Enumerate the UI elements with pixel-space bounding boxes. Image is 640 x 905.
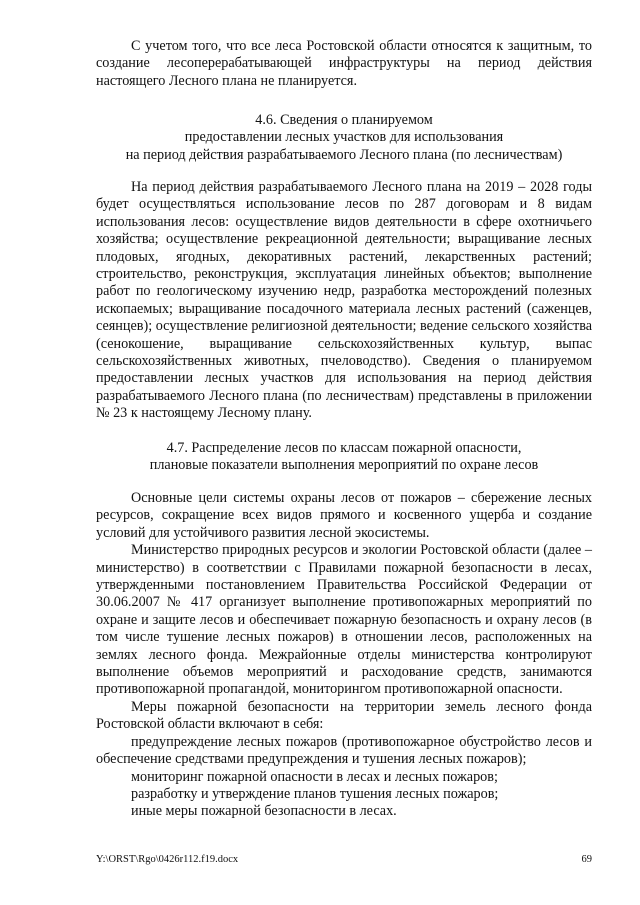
measure-item-4: иные меры пожарной безопасности в лесах.: [131, 803, 397, 820]
measure-item-1: предупреждение лесных пожаров (противопожарное обустройство лесов и обеспечение средствами предупреждения и тушения лесных пожаров);: [96, 733, 592, 768]
section-4-6-heading-line-2: предоставлении лесных участков для использования: [184, 129, 504, 146]
intro-block: [96, 38, 592, 90]
section-4-6-paragraph: На период действия разрабатываемого Лесного плана на 2019 – 2028 годы будет осуществляться использование лесов по 287 договорам и 8 видам использования лесов: осуществление видов деятельности в сфере охотничьего хозяйства; осуществление рекреационной деятельности; выращивание лесных плодовых, ягодных, декоративных растений, лекарственных растений; строительство, реконструкция, эксплуатация линейных объектов; выполнение работ по геологическому изучению недр, разработка месторождений полезных ископаемых; выращивание посадочного материала лесных растений (саженцев, сеянцев); осуществление религиозной деятельности; ведение сельского хозяйства (сенокошение, выращивание сельскохозяйственных культур, выпас сельскохозяйственных животных, пчеловодство). Сведения о планируемом предоставлении лесных участков для использования на период действия разрабатываемого Лесного плана (по лесничествам) представлены в приложении № 23 к настоящему Лесному плану.: [96, 179, 592, 422]
section-4-6-heading-line-1: 4.6. Сведения о планируемом: [255, 112, 433, 128]
section-4-7-heading-line-1: 4.7. Распределение лесов по классам пожарной опасности,: [166, 440, 522, 456]
measure-item-3: разработку и утверждение планов тушения лесных пожаров;: [131, 785, 499, 802]
section-4-6-body: [96, 179, 592, 423]
ministry-paragraph: Министерство природных ресурсов и экологии Ростовской области (далее – министерство) в соответствии с Правилами пожарной безопасности в лесах, утвержденными постановлением Правительства Российской Федерации от 30.06.2007 № 417 организует выполнение противопожарных мероприятий по охране и защите лесов и обеспечивает пожарную безопасность и охрану лесов (в том числе тушение лесных пожаров) в отношении лесов, расположенных на землях лесного фонда. Межрайонные отделы министерства контролируют выполнение объемов мероприятий и расходование средств, занимаются противопожарной пропагандой, мониторингом противопожарной опасности.: [96, 542, 592, 698]
intro-paragraph: С учетом того, что все леса Ростовской области относятся к защитным, то создание лесоперерабатывающей инфраструктуры на период действия настоящего Лесного плана не планируется.: [96, 38, 592, 89]
goals-paragraph: Основные цели системы охраны лесов от пожаров – сбережение лесных ресурсов, сокращение всех видов прямого и косвенного ущерба и создание условий для устойчивого развития лесной экосистемы.: [96, 490, 592, 541]
section-4-7-body: [96, 490, 592, 821]
measures-intro-paragraph: Меры пожарной безопасности на территории земель лесного фонда Ростовской области включают в себя:: [96, 698, 592, 733]
section-4-7-heading-line-2: плановые показатели выполнения мероприятий по охране лесов: [149, 457, 539, 474]
section-4-7-heading: [96, 440, 592, 475]
footer-page-number: 69: [581, 854, 592, 865]
section-4-6-heading-line-3: на период действия разрабатываемого Лесного плана (по лесничествам): [125, 146, 563, 163]
footer-file-path: Y:\ORST\Rgo\0426r112.f19.docx: [96, 854, 239, 865]
section-4-6-heading: [96, 112, 592, 164]
measure-item-2: мониторинг пожарной опасности в лесах и лесных пожаров;: [131, 768, 498, 785]
